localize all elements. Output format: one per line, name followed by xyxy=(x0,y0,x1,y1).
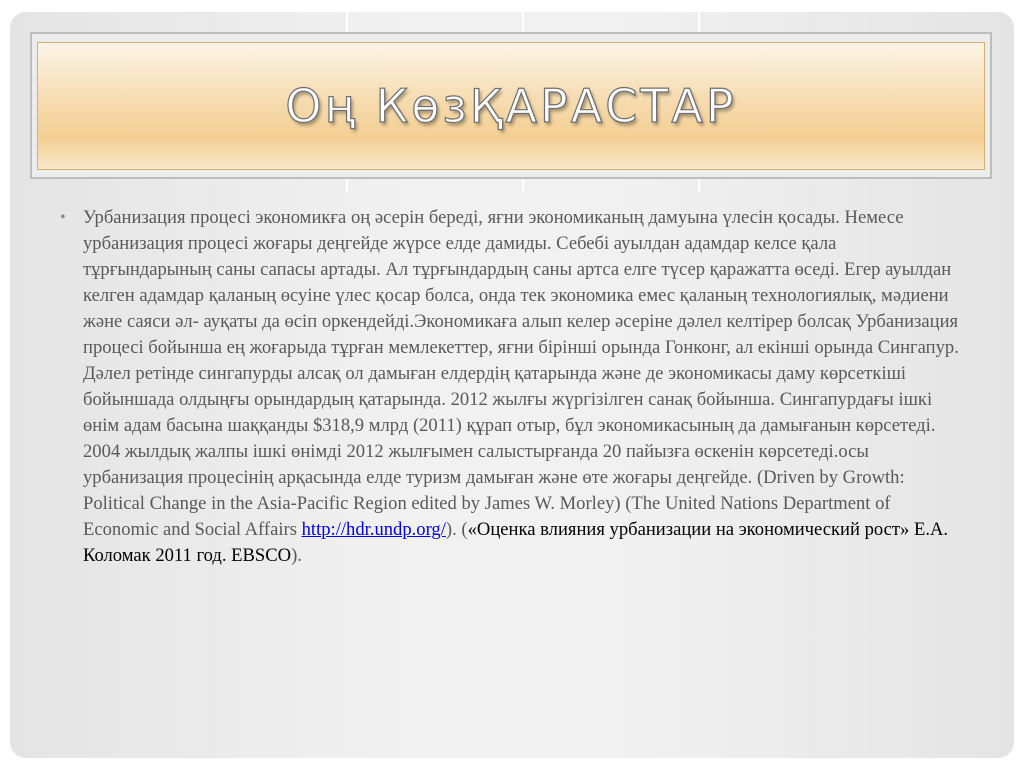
undp-link[interactable]: http://hdr.undp.org/ xyxy=(301,519,446,540)
slide-title: Оң КөзҚАРАСТАР xyxy=(285,79,737,133)
body-after-link: ). ( xyxy=(445,519,468,540)
bullet-icon: • xyxy=(60,209,66,226)
body-end-text: ). xyxy=(291,545,302,566)
citation-text: «Оценка влияния урбанизации на экономический рост» Е.А. Коломак 2011 год. EBSCO xyxy=(83,519,949,566)
title-box xyxy=(37,42,985,170)
slide-canvas xyxy=(10,12,1014,758)
body-text xyxy=(60,205,963,569)
body-main-text: Урбанизация процесі экономикға оң әсерін береді, яғни экономиканың дамуына үлесін қосады. Немесе урбанизация процесі жоғары деңгейде жүрсе елде дамиды. Себебі ауылдан адамдар келсе қала тұрғындарының саны сапасы артады. Ал тұрғындардың саны артса елге түсер қаражатта өседі. Егер ауылдан келген адамдар қаланың өсуіне үлес қосар болса, онда тек экономика емес қаланың технологиялық, мәдиени және саяси әл- ауқаты да өсіп оркендейді.Экономикаға алып келер әсеріне дәлел келтірер болсақ Урбанизация процесі бойынша ең жоғарыда тұрған мемлекеттер, яғни бірінші орында Гонконг, ал екінші орында Сингапур. Дәлел ретінде сингапурды алсақ ол дамыған елдердің қатарында және де экономикасы даму көрсеткіші бойыншада олдыңғы орындардың қатарында. 2012 жылғы жүргізілген санақ бойынша. Сингапурдағы ішкі өнім адам басына шаққанды $318,9 млрд (2011) құрап отыр, бұл экономикасының да дамығанын көрсетеді. 2004 жылдық жалпы ішкі өнімді 2012 жылғымен салыстырғанда 20 пайызға өскенін көрсетеді.осы урбанизация процесінің арқасында елде туризм дамыған және өте жоғары деңгейде. (Driven by Growth: Political Change in the Asia-Pacific Region edited by James W. Morley) (The United Nations Department of Economic and Social Affairs xyxy=(83,207,959,540)
